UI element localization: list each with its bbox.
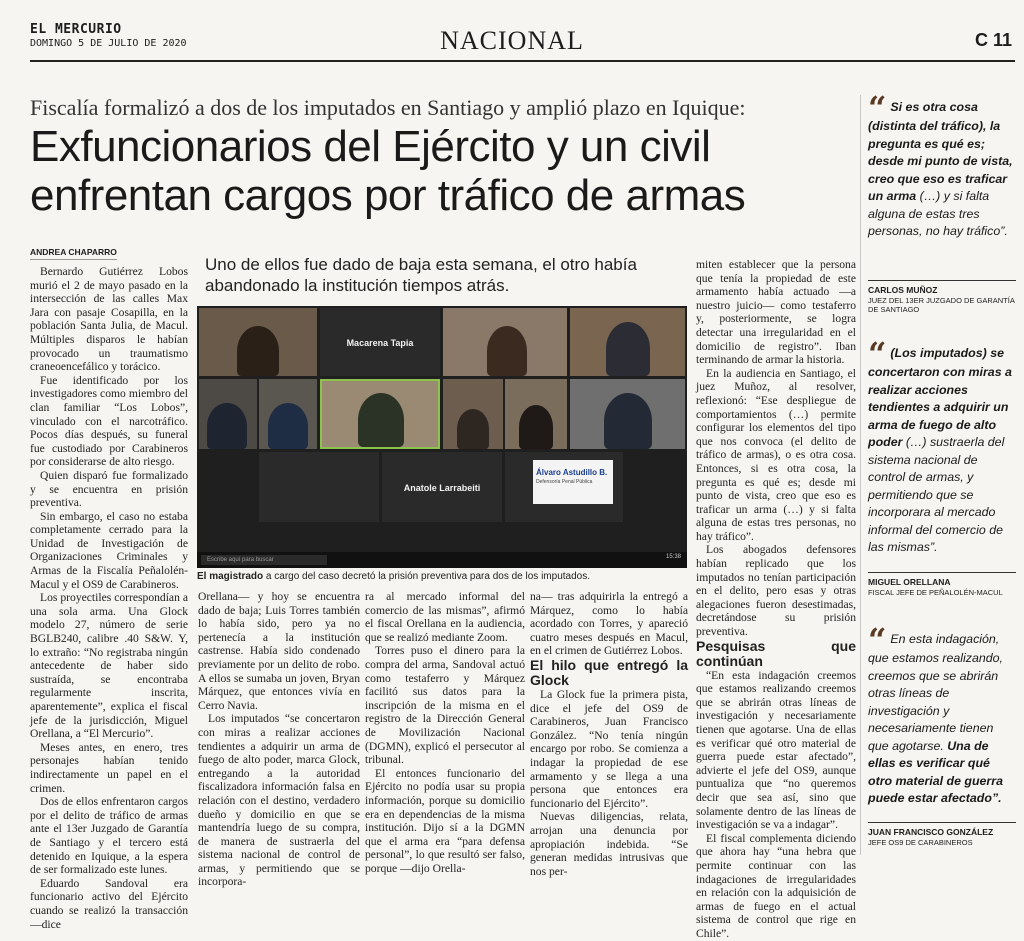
taskbar-clock: 15:38 [665,554,681,560]
paragraph: Orellana— y hoy se encuentra dado de baja; Luis Torres también lo había sido, pero ya no pertenecía a la institución castrense. Había sido condenado previamente por un delito de robo. A ellos se sumaba un joven, Bryan Márquez, que entonces vivía en Cerro Navia. [198,590,360,712]
windows-taskbar [197,552,687,568]
quote-text: (…) y si falta alguna de estas tres personas, no hay tráfico”. [868,189,1008,238]
article-byline: ANDREA CHAPARRO [30,247,117,260]
quote-author-role: JEFE OS9 DE CARABINEROS [868,838,973,847]
quote-author-role: FISCAL JEFE DE PEÑALOLÉN-MACUL [868,588,1003,597]
pull-quote-1 [868,89,1016,241]
participant-figure [519,405,553,449]
video-tile [505,379,567,449]
video-tile [259,379,317,449]
quote-rule [868,280,1016,281]
sidebar-divider [860,95,861,855]
pull-quote-2 [868,335,1016,557]
quote-text-bold: Si es otra cosa (distinta del tráfico), la pregunta es qué es; desde mi punto de vista, creo que eso es traficar un arma [868,100,1013,203]
article-column-4 [530,590,688,878]
quote-text-bold: Una de ellas es verificar qué otro material de guerra puede estar afectado”. [868,738,1003,805]
subheading: Pesquisas que continúan [696,637,856,669]
quote-text: En esta indagación, que estamos realizando, creemos que se abrirán otras líneas de investigación y necesariamente tienen que agotarse. [868,632,1004,753]
quote-mark-icon: “ [868,621,887,659]
edition-date: DOMINGO 5 DE JULIO DE 2020 [30,38,187,49]
quote-rule [868,822,1016,823]
paragraph: Bernardo Gutiérrez Lobos murió el 2 de mayo pasado en la intersección de las calles Max Jara con pasaje Cosapilla, en la población Santa Julia, de Macul. Múltiples disparos le habían provocado un traumatismo craneoencefálico y torácico. [30,265,188,374]
article-column-5 [696,258,856,940]
participant-figure [207,403,247,449]
quote-mark-icon: “ [868,335,887,373]
video-tile [199,379,257,449]
paragraph: “En esta indagación creemos que estamos realizando creemos que se abrirán otras líneas de investigación y necesariamente tienen que agotarse. Una de ellas es verificar qué otro material de guerra puede estar afectado”, advierte el jefe del OS9, aunque puntualiza que “no queremos decir que sea así, sino que solamente dentro de las líneas de investigación se va a indagar”. [696,668,856,832]
paragraph: En la audiencia en Santiago, el juez Muñoz, al resolver, reflexionó: “Ese despliegue de comportamientos (…) permite configurar los elementos del tipo que nos convoca (el delito de tráfico de armas), o es otra cosa. Entonces, si es otra cosa, la pregunta es qué es; desde mi punto de vista, creo que eso es traficar un arma (…) y si falta alguna de estas tres personas, no hay tráfico”. [696,366,856,543]
paragraph: Meses antes, en enero, tres personajes habían tenido indirectamente un papel en el crimen. [30,740,188,795]
paragraph: Torres puso el dinero para la compra del arma, Sandoval actuó como testaferro y Márquez facilitó sus datos para la inscripción de la misma en el registro de la Dirección General de Movilización Nacional (DGMN), explicó el persecutor al tribunal. [365,644,525,767]
quote-text: (…) sustraerla del sistema nacional de control de armas, y permitiendo que se incorporara al mercado informal del comercio de las mismas”. [868,435,1005,554]
paragraph: Los imputados “se concertaron con miras a realizar acciones tendientes a adquirir un arma de fuego de alto poder, marca Glock, entregando a la autoridad fiscalizadora información falsa en relación con el destino, verdadero dueño y domicilio en que se mantendría luego de su compra, de manera de sustraerla del sistema nacional de control de armas, y permitiendo que se incorpora- [198,712,360,889]
article-column-3 [365,590,525,875]
quote-author: CARLOS MUÑOZ [868,285,938,295]
quote-mark-icon: “ [868,89,887,127]
video-tile [570,379,685,449]
participant-figure [457,409,489,449]
article-kicker: Fiscalía formalizó a dos de los imputados en Santiago y amplió plazo en Iquique: [30,95,746,120]
participant-figure [237,326,279,376]
magistrate-figure [358,393,404,447]
newspaper-brand: EL MERCURIO [30,22,122,37]
quote-author: JUAN FRANCISCO GONZÁLEZ [868,827,994,837]
video-tile [505,452,623,522]
video-tile [443,379,503,449]
taskbar-search: Escribe aquí para buscar [201,555,327,565]
quote-author-role: JUEZ DEL 13ER JUZGADO DE GARANTÍA DE SANTIAGO [868,296,1015,314]
video-tile [199,308,317,376]
paragraph: Los abogados defensores habían replicado que los imputados no tenían participación en el delito, pero esas y otras alegaciones fueron desestimadas, decretándose su prisión preventiva. [696,543,856,639]
paragraph: ra al mercado informal del comercio de las mismas”, afirmó el fiscal Orellana en la audiencia, que se realizó mediante Zoom. [365,590,525,644]
article-column-1 [30,265,188,931]
quote-author: MIGUEL ORELLANA [868,577,951,587]
tile-name: Anatole Larrabeiti [403,482,481,493]
paragraph: Fue identificado por los investigadores como miembro del clan familiar “Los Lobos”, vinculado con el narcotráfico. Pocos días después, su funeral fue custodiado por Carabineros por considerarse de alto riesgo. [30,373,188,469]
video-tile [382,452,502,522]
active-speaker-tile [320,379,440,449]
video-tile [259,452,379,522]
paragraph: El fiscal complementa diciendo que ahora hay “una hebra que permite continuar con las indagaciones de irregularidades en relación con la adquisición de armas de fuego en el actual sistema de control que rige en Chile”. [696,831,856,940]
video-tile [443,308,567,376]
article-headline: Exfuncionarios del Ejército y un civil enfrentan cargos por tráfico de armas [30,122,746,220]
page-number: C 11 [974,30,1012,50]
paragraph: La Glock fue la primera pista, dice el jefe del OS9 de Carabineros, Juan Francisco González. “No tenía ningún encargo por robo. Se comienza a indagar la propiedad de ese armamento y se llega a una persona que entonces era funcionario del Ejército”. [530,687,688,810]
paragraph: Dos de ellos enfrentaron cargos por el delito de tráfico de armas ante el 13er Juzgado de Garantía de Santiago y el tercero está detenido en Iquique, a la espera de ser formalizado este lunes. [30,795,188,877]
pull-quote-3 [868,621,1016,808]
photo-caption [197,571,687,582]
participant-figure [268,403,308,449]
paragraph: Nuevas diligencias, relata, arrojan una denuncia por apropiación indebida. “Se generan medidas intrusivas que nos per- [530,810,688,878]
paragraph: Eduardo Sandoval era funcionario activo del Ejército cuando se realizó la transacción —dice [30,876,188,931]
quote-text-bold: (Los imputados) se concertaron con miras a realizar acciones tendientes a adquirir un arma de fuego de alto poder [868,346,1012,449]
paragraph: Sin embargo, el caso no estaba completamente cerrado para la Unidad de Investigación de Organizaciones Criminales y Armas de la Fiscalía Peñalolén-Macul y el OS9 de Carabineros. [30,509,188,591]
caption-text: a cargo del caso decretó la prisión preventiva para dos de los imputados. [263,571,590,582]
video-tile [320,308,440,376]
masthead-rule [30,60,1015,62]
hearing-photo [197,306,687,568]
video-tile [570,308,685,376]
participant-figure [606,322,650,376]
section-title: NACIONAL [440,26,584,55]
name-plate-name: Álvaro Astudillo B. [536,468,608,477]
name-plate [533,460,613,504]
tile-name: Macarena Tapia [346,337,414,348]
subheading: El hilo que entregó la Glock [530,656,688,688]
paragraph: na— tras adquirirla la entregó a Márquez, como lo había acordado con Torres, y apareció cuatro meses después en Macul, en el crimen de Gutiérrez Lobos. [530,590,688,658]
quote-rule [868,572,1016,573]
paragraph: miten establecer que la persona que tenía la propiedad de este armamento había actuado —a nuestro juicio— como testaferro y, posteriormente, se logra detectar una irregularidad en el domicilio de registro”. Iban terminando de armar la historia. [696,258,856,367]
name-plate-org: Defensoría Penal Pública [536,479,593,485]
paragraph: Quien disparó fue formalizado y se encuentra en prisión preventiva. [30,468,188,510]
article-column-2 [198,590,360,889]
participant-figure [487,326,527,376]
caption-lead: El magistrado [197,571,264,582]
paragraph: El entonces funcionario del Ejército no podía usar su propia información, porque su domicilio era en dependencias de la misma institución. Dijo sí a la DGMN que el arma era “para defensa personal”, lo que resultó ser falso, porque —dijo Orella- [365,766,525,875]
participant-figure [604,393,652,449]
article-deck: Uno de ellos fue dado de baja esta semana, el otro había abandonado la institución tiempos atrás. [205,255,637,295]
paragraph: Los proyectiles correspondían a una sola arma. Una Glock modelo 27, número de serie BGLB240, calibre .40 S&W. Y, lo extraño: “No registraba ningún antecedente de haber sido sustraída, se encontraba regularmente inscrita, aparentemente”, explica el fiscal jefe de la jurisdicción, Miguel Orellana, a “El Mercurio”. [30,591,188,741]
